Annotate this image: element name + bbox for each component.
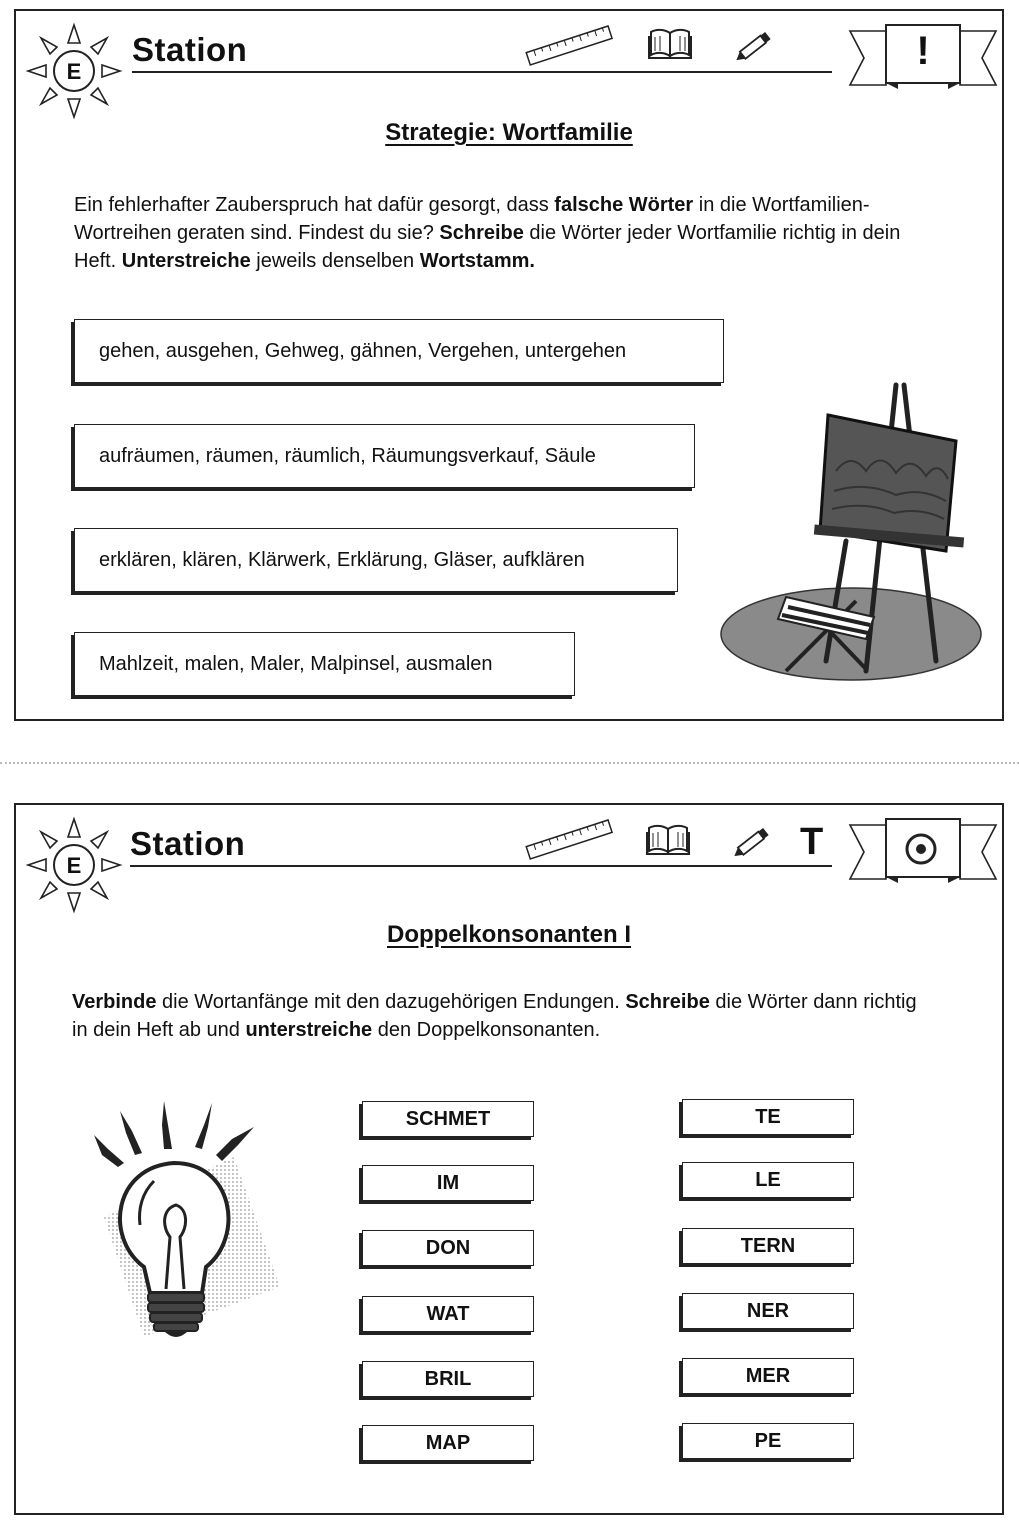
exclamation-icon: ! [916, 29, 930, 73]
book-icon [646, 823, 690, 857]
task-title: Doppelkonsonanten I [386, 921, 631, 948]
badge-letter: E [66, 59, 82, 84]
word-row: aufräumen, räumen, räumlich, Räumungsverkauf, Säule [74, 424, 695, 488]
sun-badge-icon [24, 815, 124, 915]
word-beginning-box[interactable]: IM [362, 1165, 534, 1201]
word-row: erklären, klären, Klärwerk, Erklärung, Gläser, aufklären [74, 528, 678, 592]
book-icon [648, 27, 692, 61]
instruction-emphasis: Schreibe [439, 222, 524, 244]
lightbulb-icon [84, 1097, 284, 1347]
ruler-icon [524, 817, 614, 861]
instruction-run: in die Wortfamilien-Wortreihen geraten sind. Findest du sie? [74, 194, 870, 244]
instruction-emphasis: Schreibe [625, 991, 710, 1013]
station-heading: Station [130, 825, 246, 862]
word-beginning-box[interactable]: BRIL [362, 1361, 534, 1397]
instruction-text [72, 988, 932, 1044]
instruction-run: die Wortanfänge mit den dazugehörigen Endungen. [156, 991, 626, 1013]
instruction-run: Ein fehlerhafter Zauberspruch hat dafür gesorgt, dass [74, 194, 555, 216]
task-title: Strategie: Wortfamilie [385, 119, 633, 146]
station-heading: Station [132, 31, 248, 68]
instruction-run: den Doppelkonsonanten. [372, 1019, 601, 1041]
instruction-emphasis: Wortstamm. [419, 250, 535, 272]
instruction-run: die Wörter dann richtig in dein Heft ab und [72, 991, 917, 1041]
station-card-wortfamilie [14, 9, 1004, 721]
ruler-icon [524, 23, 614, 67]
text-t-icon: T [800, 821, 824, 863]
instruction-run: die Wörter jeder Wortfamilie richtig in dein Heft. [74, 222, 901, 272]
easel-icon [716, 381, 986, 691]
instruction-emphasis: falsche Wörter [554, 194, 694, 216]
header-rule [132, 71, 832, 73]
word-ending-box[interactable]: TE [682, 1099, 854, 1135]
instruction-text [74, 191, 934, 275]
word-row: Mahlzeit, malen, Maler, Malpinsel, ausmalen [74, 632, 575, 696]
cut-line [0, 762, 1019, 764]
word-beginning-box[interactable]: SCHMET [362, 1101, 534, 1137]
pencil-icon [730, 825, 774, 861]
word-beginning-box[interactable]: WAT [362, 1296, 534, 1332]
header-rule [130, 865, 832, 867]
target-icon [903, 831, 939, 867]
word-beginning-box[interactable]: DON [362, 1230, 534, 1266]
sun-badge-icon [24, 21, 124, 121]
word-ending-box[interactable]: TERN [682, 1228, 854, 1264]
instruction-emphasis: Verbinde [72, 991, 157, 1013]
word-row: gehen, ausgehen, Gehweg, gähnen, Vergehen, untergehen [74, 319, 724, 383]
word-ending-box[interactable]: PE [682, 1423, 854, 1459]
badge-letter: E [66, 853, 82, 878]
instruction-emphasis: unterstreiche [245, 1019, 373, 1041]
pencil-icon [732, 29, 776, 65]
word-ending-box[interactable]: MER [682, 1358, 854, 1394]
instruction-run: jeweils denselben [250, 250, 420, 272]
word-ending-box[interactable]: NER [682, 1293, 854, 1329]
word-beginning-box[interactable]: MAP [362, 1425, 534, 1461]
word-ending-box[interactable]: LE [682, 1162, 854, 1198]
instruction-emphasis: Unterstreiche [121, 250, 251, 272]
station-card-doppelkonsonanten [14, 803, 1004, 1515]
